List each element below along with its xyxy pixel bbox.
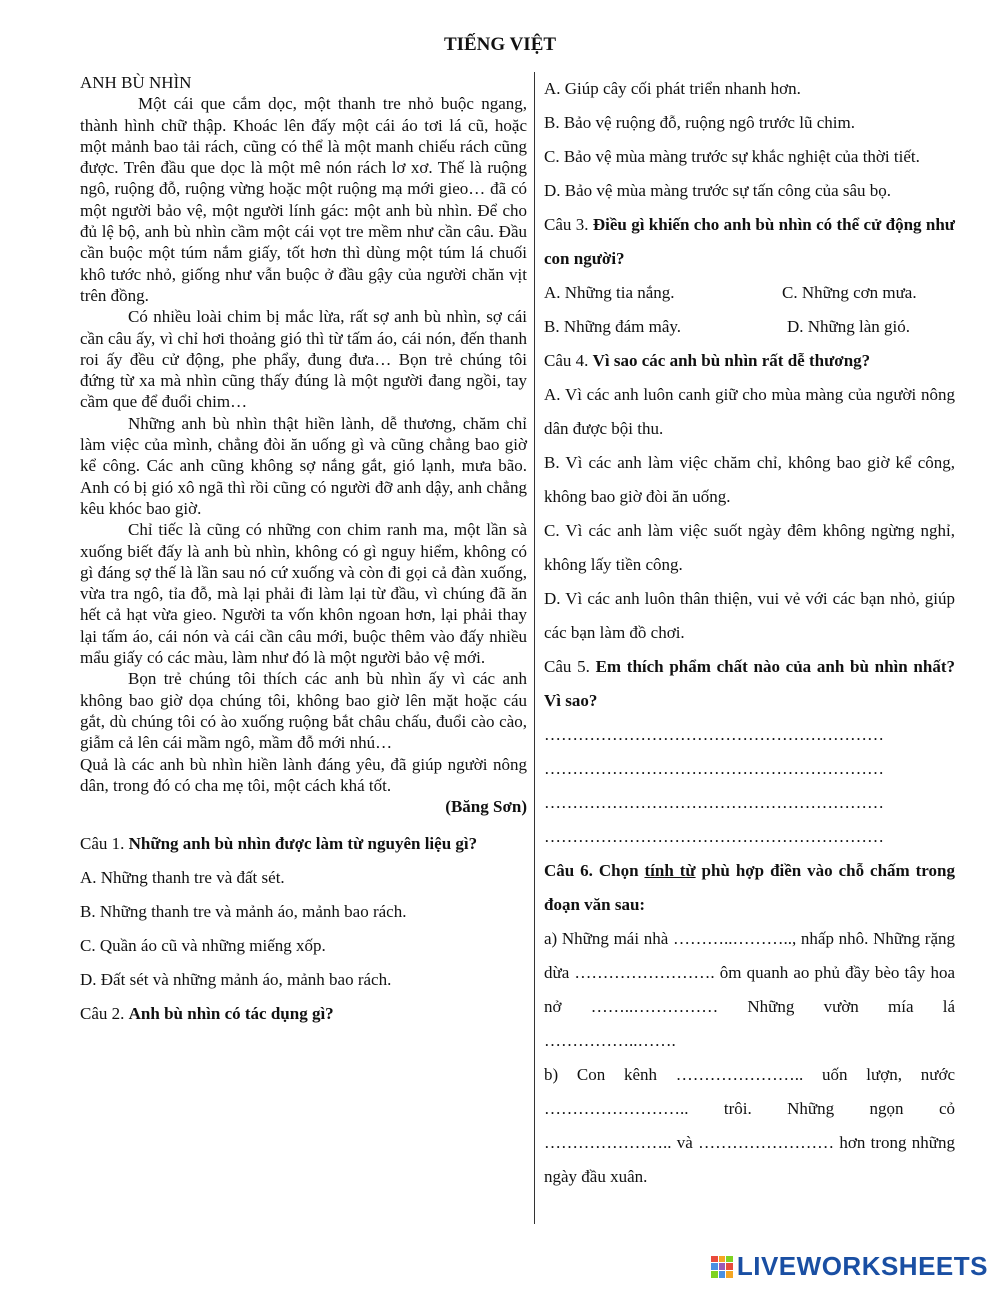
- liveworksheets-logo: [711, 1251, 988, 1282]
- story-paragraph: Chỉ tiếc là cũng có những con chim ranh ma, một lần sà xuống biết đấy là anh bù nhìn, không có gì nguy hiểm, không có gì đáng sợ thế là lần sau nó cứ xuống và còn đi gọi cả đàn xuống, vừa tra ngô, tỉa đỗ, mà lại phải đi làm lại từ đầu, vì chúng đã ăn hết cả hạt vừa gieo. Người ta vốn khôn ngoan hơn, lại phải thay lại tấm áo, cái nón và cái cần câu mới, buộc thêm vào đấy nhiều mẩu giấy có các màu, làm như đó là một người bảo vệ mới.: [80, 520, 527, 668]
- logo-grid-icon: [711, 1256, 733, 1278]
- question-3-options-row: [544, 310, 955, 344]
- answer-line[interactable]: ……………………………………………………: [544, 793, 884, 812]
- question-3: [544, 208, 955, 276]
- question-1-number: Câu 1.: [80, 834, 125, 854]
- question-2: [80, 997, 527, 1031]
- question-6: [544, 854, 955, 922]
- story-title: ANH BÙ NHÌN: [80, 73, 192, 92]
- story: [80, 72, 527, 817]
- question-1-text: Những anh bù nhìn được làm từ nguyên liệu gì?: [128, 834, 478, 854]
- question-4: [544, 344, 955, 378]
- question-4-option[interactable]: B. Vì các anh làm việc chăm chỉ, không bao giờ kể công, không bao giờ đòi ăn uống.: [544, 453, 955, 506]
- questions-left: [80, 827, 527, 1031]
- story-paragraph: Có nhiều loài chim bị mắc lừa, rất sợ anh bù nhìn, sợ cái cần câu ấy, vì chỉ hơi thoảng gió thì từ tấm áo, cái nón, đến thanh roi ấy đều cử động, phe phẩy, đung đưa… Bọn trẻ chúng tôi đứng từ xa mà nhìn cũng thấy đúng là một người đang ngồi, tay cầm que để đuổi chim…: [80, 307, 527, 412]
- answer-line[interactable]: ……………………………………………………: [544, 827, 884, 846]
- column-divider: [534, 72, 535, 1224]
- story-paragraph: Bọn trẻ chúng tôi thích các anh bù nhìn ấy vì các anh không bao giờ dọa chúng tôi, không bao giờ lên mặt hoặc cáu gắt, dù chúng tôi có ào xuống ruộng bắt châu chấu, đuổi cào cào, giẫm cả lên cái mầm ngô, mầm đỗ mới nhú…: [80, 669, 527, 753]
- question-6-part-b[interactable]: b) Con kênh ………………….. uốn lượn, nước …………………….. trôi. Những ngọn cỏ ………………….. và …………………… hơn trong những ngày đầu xuân.: [544, 1065, 955, 1186]
- question-5: [544, 650, 955, 718]
- question-4-text: Vì sao các anh bù nhìn rất dễ thương?: [592, 351, 871, 370]
- question-3-option[interactable]: A. Những tia nắng.: [544, 283, 675, 302]
- left-column: [80, 72, 527, 1031]
- question-6-part-a[interactable]: a) Những mái nhà ………..……….., nhấp nhô. Những rặng dừa ……………………. ôm quanh ao phủ đầy bèo tây hoa nở ……..…………… Những vườn mía lá ……………..…….: [544, 929, 955, 1050]
- question-6-pre: Chọn: [598, 861, 639, 880]
- question-6-number: Câu 6.: [544, 861, 593, 880]
- question-1-option[interactable]: B. Những thanh tre và mảnh áo, mảnh bao rách.: [80, 902, 407, 922]
- question-4-option[interactable]: C. Vì các anh làm việc suốt ngày đêm không ngừng nghỉ, không lấy tiền công.: [544, 521, 955, 574]
- logo-text: LIVEWORKSHEETS: [736, 1251, 988, 1281]
- answer-line[interactable]: ……………………………………………………: [544, 725, 884, 744]
- question-1-option[interactable]: A. Những thanh tre và đất sét.: [80, 868, 285, 888]
- question-4-option[interactable]: A. Vì các anh luôn canh giữ cho mùa màng của người nông dân được bội thu.: [544, 385, 955, 438]
- story-paragraph: Một cái que cắm dọc, một thanh tre nhỏ buộc ngang, thành hình chữ thập. Khoác lên đấy một cái áo tơi lá cũ, hoặc một mảnh bao tải rách, cũng có thể là một manh chiếu rách cũng được. Trên đầu que dọc là một mê nón rách lơ xơ. Thế là ruộng ngô, ruộng đỗ, ruộng vừng hoặc một ruộng mạ mới gieo… đã có một người bảo vệ, một người lính gác: một anh bù nhìn. Để cho đủ lệ bộ, anh bù nhìn cầm một cái vọt tre mềm như cần câu. Đầu cần buộc một túm nắm giấy, tốt hơn thì dùng một túm lá chuối khô tước nhỏ, giống như vẫn buộc ở đầu gậy của người chăn vịt trên đồng.: [80, 94, 527, 305]
- question-6-post: phù hợp điền vào chỗ chấm trong đoạn văn sau:: [544, 861, 956, 914]
- right-column: [544, 72, 955, 1194]
- question-3-option[interactable]: C. Những cơn mưa.: [782, 283, 917, 302]
- question-2-option[interactable]: D. Bảo vệ mùa màng trước sự tấn công của sâu bọ.: [544, 181, 892, 200]
- question-3-text: Điều gì khiến cho anh bù nhìn có thể cử động như con người?: [544, 215, 956, 268]
- page-title: TIẾNG VIỆT: [443, 34, 557, 55]
- question-1-option[interactable]: D. Đất sét và những mảnh áo, mảnh bao rách.: [80, 970, 392, 990]
- story-paragraph: Những anh bù nhìn thật hiền lành, dễ thương, chăm chỉ làm việc của mình, chẳng đòi ăn uống gì và cũng chẳng bao giờ kể công. Các anh cũng không sợ nắng gắt, gió lạnh, mưa bão. Anh có bị gió xô ngã thì rồi cũng có người đỡ anh dậy, anh chẳng kêu khóc bao giờ.: [80, 413, 527, 518]
- question-1: [80, 827, 527, 861]
- answer-line[interactable]: ……………………………………………………: [544, 759, 884, 778]
- question-3-options-row: [544, 276, 955, 310]
- question-4-number: Câu 4.: [544, 351, 589, 370]
- question-4-option[interactable]: D. Vì các anh luôn thân thiện, vui vẻ với các bạn nhỏ, giúp các bạn làm đồ chơi.: [544, 589, 955, 642]
- question-3-option[interactable]: B. Những đám mây.: [544, 317, 682, 336]
- question-2-option[interactable]: B. Bảo vệ ruộng đỗ, ruộng ngô trước lũ chim.: [544, 113, 855, 132]
- question-3-number: Câu 3.: [544, 215, 589, 234]
- question-2-text: Anh bù nhìn có tác dụng gì?: [128, 1004, 334, 1024]
- question-5-text: Em thích phẩm chất nào của anh bù nhìn nhất? Vì sao?: [544, 657, 955, 710]
- story-author: (Băng Sơn): [445, 797, 527, 817]
- question-3-option[interactable]: D. Những làn gió.: [787, 317, 911, 336]
- story-paragraph: Quả là các anh bù nhìn hiền lành đáng yêu, đã giúp người nông dân, trong đó có cha mẹ tôi, một cách khá tốt.: [80, 754, 527, 795]
- question-6-keyword: tính từ: [644, 861, 696, 880]
- question-2-option[interactable]: A. Giúp cây cối phát triển nhanh hơn.: [544, 79, 801, 98]
- question-2-number: Câu 2.: [80, 1004, 125, 1024]
- question-5-number: Câu 5.: [544, 657, 590, 676]
- question-1-option[interactable]: C. Quần áo cũ và những miếng xốp.: [80, 936, 326, 956]
- question-2-option[interactable]: C. Bảo vệ mùa màng trước sự khắc nghiệt của thời tiết.: [544, 147, 920, 166]
